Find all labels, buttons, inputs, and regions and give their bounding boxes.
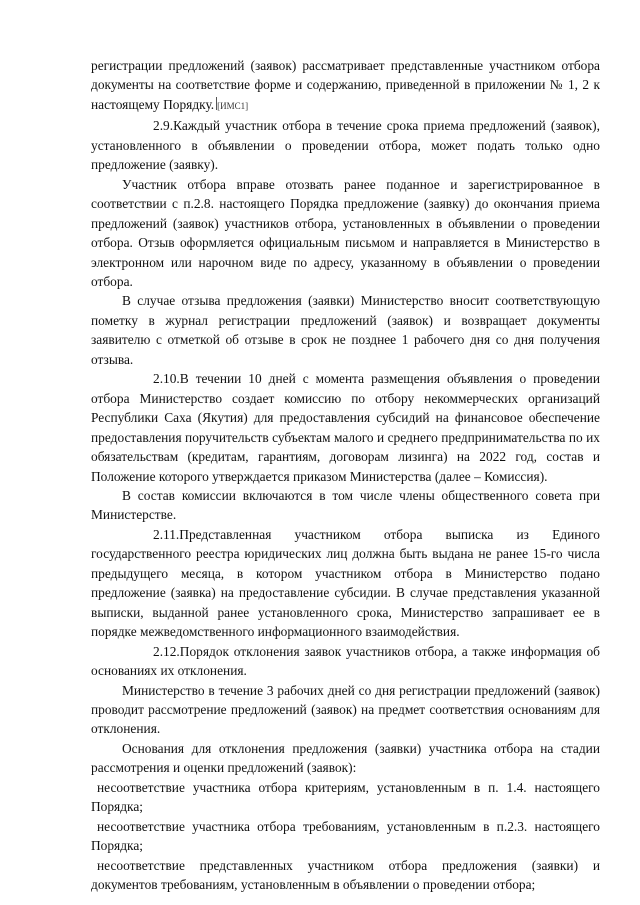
paragraph-2-10 (91, 369, 600, 486)
paragraph-text: Каждый участник отбора в течение срока приема предложений (заявок), установленного в объявлении о проведении отбора, может подать только одно предложение (заявку). (91, 118, 600, 173)
clause-number: 2.10. (153, 371, 180, 387)
comment-marker[interactable]: [ИМС1] (217, 100, 249, 111)
paragraph-commission (91, 486, 600, 525)
paragraph-text: Порядок отклонения заявок участников отбора, а также информация об основаниях их отклонения. (91, 643, 600, 679)
paragraph-text: регистрации предложений (заявок) рассматривает представленные участником отбора документы на соответствие форме и содержанию, приведенной в приложении № 1, 2 к настоящему Порядку. (91, 58, 600, 112)
paragraph-text: Основания для отклонения предложения (заявки) участника отбора на стадии рассмотрения и оценки предложений (заявок): (91, 740, 600, 776)
list-item-ground-1 (91, 778, 600, 817)
paragraph-text: Представленная участником отбора выписка из Единого государственного реестра юридических лиц должна быть выдана не ранее 15-го числа предыдущего месяца, в котором участником отбора в Министерство подано предложение (заявка) на предоставление субсидии. В случае представления указанной выписки, выданной ранее установленного срока, Министерство запрашивает ее в порядке межведомственного информационного взаимодействия. (91, 526, 600, 640)
paragraph-withdraw (91, 175, 600, 292)
paragraph-2-9 (91, 116, 600, 174)
paragraph-text: В случае отзыва предложения (заявки) Министерство вносит соответствующую пометку в журнал регистрации предложений (заявок) и возвращает документы заявителю с отметкой об отзыве в срок не позднее 1 рабочего дня со дня получения отзыва. (91, 293, 600, 367)
clause-number: 2.12. (153, 643, 180, 659)
paragraph-withdraw-case (91, 291, 600, 369)
list-item-ground-2 (91, 817, 600, 856)
paragraph-2-12 (91, 642, 600, 681)
paragraph-text: В течении 10 дней с момента размещения объявления о проведении отбора Министерство создает комиссию по отбору некоммерческих организаций Республики Саха (Якутия) для предоставления субсидий на финансовое обеспечение предоставления поручительств субъектам малого и среднего предпринимательства по их обязательствам (кредитам, гарантиям, договорам лизинга) на 2022 год, состав и Положение которого утверждается приказом Министерства (далее – Комиссия). (91, 371, 600, 484)
paragraph-text: В состав комиссии включаются в том числе члены общественного совета при Министерстве. (91, 487, 600, 523)
paragraph-grounds (91, 739, 600, 778)
clause-number: 2.11. (153, 526, 180, 542)
paragraph-text: Участник отбора вправе отозвать ранее поданное и зарегистрированное в соответствии с п.2.8. настоящего Порядка предложение (заявку) до окончания приема предложений (заявок) участников отбора, установленных в объявлении о проведении отбора. Отзыв оформляется официальным письмом и направляется в Министерство в электронном или нарочном виде по адресу, указанному в объявлении о проведении отбора. (91, 176, 600, 289)
paragraph-continuation (91, 56, 600, 116)
clause-number: 2.9. (153, 118, 174, 134)
paragraph-2-11 (91, 525, 600, 642)
paragraph-review (91, 681, 600, 739)
paragraph-text: несоответствие представленных участником отбора предложения (заявки) и документов требованиям, установленным в объявлении о проведении отбора; (91, 857, 600, 893)
list-item-ground-3 (91, 856, 600, 895)
paragraph-text: Министерство в течение 3 рабочих дней со дня регистрации предложений (заявок) проводит рассмотрение предложений (заявок) на предмет соответствия основаниям для отклонения. (91, 682, 600, 737)
paragraph-text: несоответствие участника отбора требованиям, установленным в п.2.3. настоящего Порядка; (91, 818, 600, 854)
paragraph-text: несоответствие участника отбора критериям, установленным в п. 1.4. настоящего Порядка; (91, 779, 600, 815)
